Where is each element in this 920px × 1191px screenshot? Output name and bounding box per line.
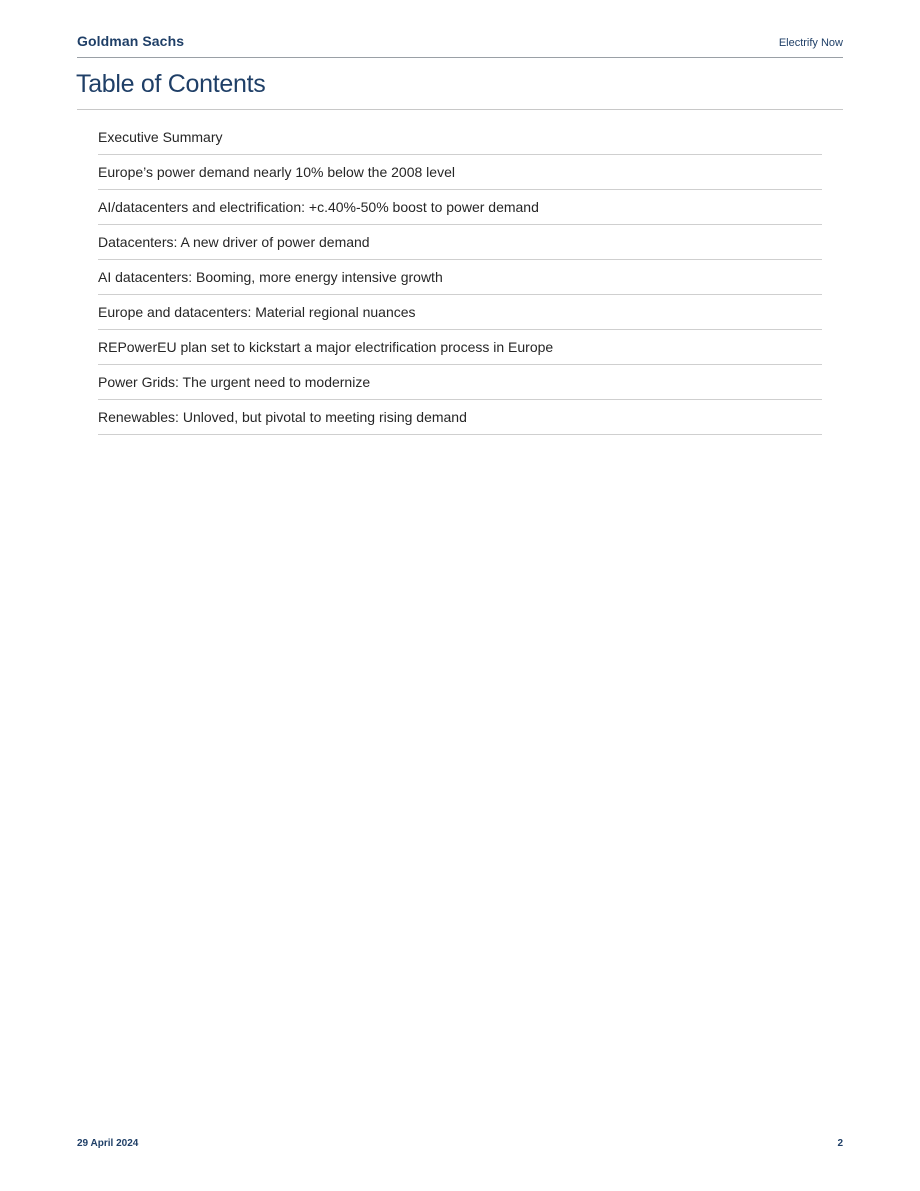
page-title: Table of Contents <box>76 70 266 98</box>
toc-item-datacenters-new-driver[interactable]: Datacenters: A new driver of power demand <box>98 225 822 260</box>
footer-date: 29 April 2024 <box>77 1138 139 1149</box>
toc-item-ai-datacenters-electrification[interactable]: AI/datacenters and electrification: +c.40%-50% boost to power demand <box>98 190 822 225</box>
header-divider <box>77 57 843 58</box>
toc-item-executive-summary[interactable]: Executive Summary <box>98 120 822 155</box>
brand-name: Goldman Sachs <box>77 33 185 49</box>
toc-item-europe-datacenters-nuances[interactable]: Europe and datacenters: Material regional nuances <box>98 295 822 330</box>
toc-item-repowereu-plan[interactable]: REPowerEU plan set to kickstart a major electrification process in Europe <box>98 330 822 365</box>
report-title: Electrify Now <box>778 37 843 49</box>
toc-item-europe-power-demand[interactable]: Europe’s power demand nearly 10% below the 2008 level <box>98 155 822 190</box>
page-number: 2 <box>837 1138 843 1149</box>
toc-item-power-grids[interactable]: Power Grids: The urgent need to modernize <box>98 365 822 400</box>
title-divider <box>77 109 843 110</box>
toc-item-ai-datacenters-booming[interactable]: AI datacenters: Booming, more energy intensive growth <box>98 260 822 295</box>
toc-item-renewables[interactable]: Renewables: Unloved, but pivotal to meeting rising demand <box>98 400 822 435</box>
table-of-contents <box>98 120 822 435</box>
